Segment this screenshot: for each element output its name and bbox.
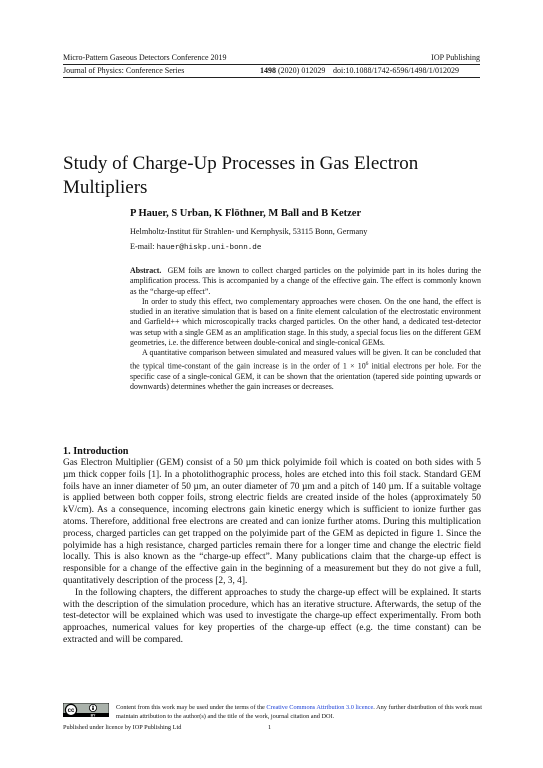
cc-by-license-badge[interactable] (63, 703, 109, 717)
abstract-exponent: 6 (365, 360, 369, 367)
email-address[interactable]: hauer@hiskp.uni-bonn.de (156, 244, 262, 252)
license-text-after: . Any further distribution of this work must maintain attribution to the author(s) and the title of the work, journal citation and DOI. (116, 704, 483, 720)
abstract-text-3a: A quantitative comparison between simulated and measured values will be given. It can be concluded that the typical time-constant of the gain increase is in the order of 1 × 10 (130, 348, 481, 371)
doi[interactable]: doi:10.1088/1742-6596/1498/1/012029 (333, 66, 459, 75)
cc-badge-text: cc (67, 708, 75, 715)
abstract-paragraph-1 (130, 266, 481, 297)
abstract (130, 266, 481, 392)
header-rule-bottom (63, 77, 480, 78)
abstract-label: Abstract. (130, 266, 162, 275)
license-text-before: Content from this work may be used under the terms of the (116, 704, 267, 711)
issue: (2020) 012029 (278, 66, 326, 75)
abstract-paragraph-2: In order to study this effect, two complementary approaches were chosen. On the one hand, the effect is studied in an iterative simulation that is based on a finite element calculation of the electrostatic environment and Garfield++ which microscopically tracks charged particles. On the other hand, a dedicated test-detector was setup with a single GEM as an amplification stage. In this study, a special focus lies on the different GEM geometries, i.e. the difference between double-conical and single-conical GEMs. (130, 296, 481, 348)
section-heading-introduction: 1. Introduction (63, 446, 129, 457)
license-notice (116, 703, 486, 721)
volume: 1498 (260, 66, 276, 75)
introduction-paragraph-2: In the following chapters, the different approaches to study the charge-up effect will be explained. It starts with the description of the simulation procedure, which has an iterative structure. Afterwards, the setup of the test-detector will be explained which was used to investigate the charge-up effect experimentally. From both approaches, numerical values for key properties of the charge-up effect (e.g. the time constant) can be extracted and will be compared. (63, 587, 481, 645)
introduction-paragraph-1: Gas Electron Multiplier (GEM) consist of a 50 µm thick polyimide foil which is coated on both sides with 5 µm thick copper foils [1]. In a photolithographic process, holes are etched into this foil stack. Standard GEM foils have an inner diameter of 50 µm, an outer diameter of 70 µm and a pitch of 140 µm. If a suitable voltage is applied between both copper foils, strong electric fields are created inside of the holes (approximately 50 kV/cm). As a consequence, incoming electrons gain kinetic energy which is sufficient to ionize further gas atoms. Therefore, additional free electrons are created and can ionize further atoms. During this multiplication process, charged particles can get trapped on the polyimide part of the GEM as depicted in figure 1. Since the polyimide has a high resistance, charged particles remain there for a longer time and change the electric field locally. This is also known as the “charge-up effect”. Many publications claim that the charge-up effect is responsible for a change of the effective gain in the beginning of a measurement but they do not give a full, quantitatively description of the process [2, 3, 4]. (63, 458, 481, 586)
citation (260, 66, 325, 76)
publisher-name: IOP Publishing (431, 53, 480, 62)
author-list: P Hauer, S Urban, K Flöthner, M Ball and B Ketzer (130, 208, 362, 219)
email-line (130, 242, 261, 252)
conference-name: Micro-Pattern Gaseous Detectors Conference 2019 (63, 53, 227, 62)
paper-title: Study of Charge-Up Processes in Gas Electron Multipliers (63, 153, 419, 198)
introduction-body (63, 458, 481, 647)
abstract-paragraph-3 (130, 348, 481, 392)
affiliation: Helmholtz-Institut für Strahlen- und Kernphysik, 53115 Bonn, Germany (130, 227, 368, 236)
abstract-text-1: GEM foils are known to collect charged particles on the polyimide part in its holes during the amplification process. This is accompanied by a change of the effective gain. The effect is commonly known as the “charge-up effect”. (130, 266, 481, 296)
email-label: E-mail: (130, 242, 155, 251)
journal-name: Journal of Physics: Conference Series (63, 66, 185, 75)
header-rule-top (63, 64, 480, 65)
page-number: 1 (268, 724, 272, 731)
license-link[interactable]: Creative Commons Attribution 3.0 licence (266, 704, 374, 711)
published-by: Published under licence by IOP Publishing Ltd (63, 724, 182, 731)
abstract-text-3b: initial electrons per hole. For the specific case of a single-conical GEM, it can be shown that the orientation (tapered side pointing upwards or downwards) determines whether the gain increases or decreases. (130, 361, 481, 391)
by-badge-text: BY (90, 713, 96, 717)
